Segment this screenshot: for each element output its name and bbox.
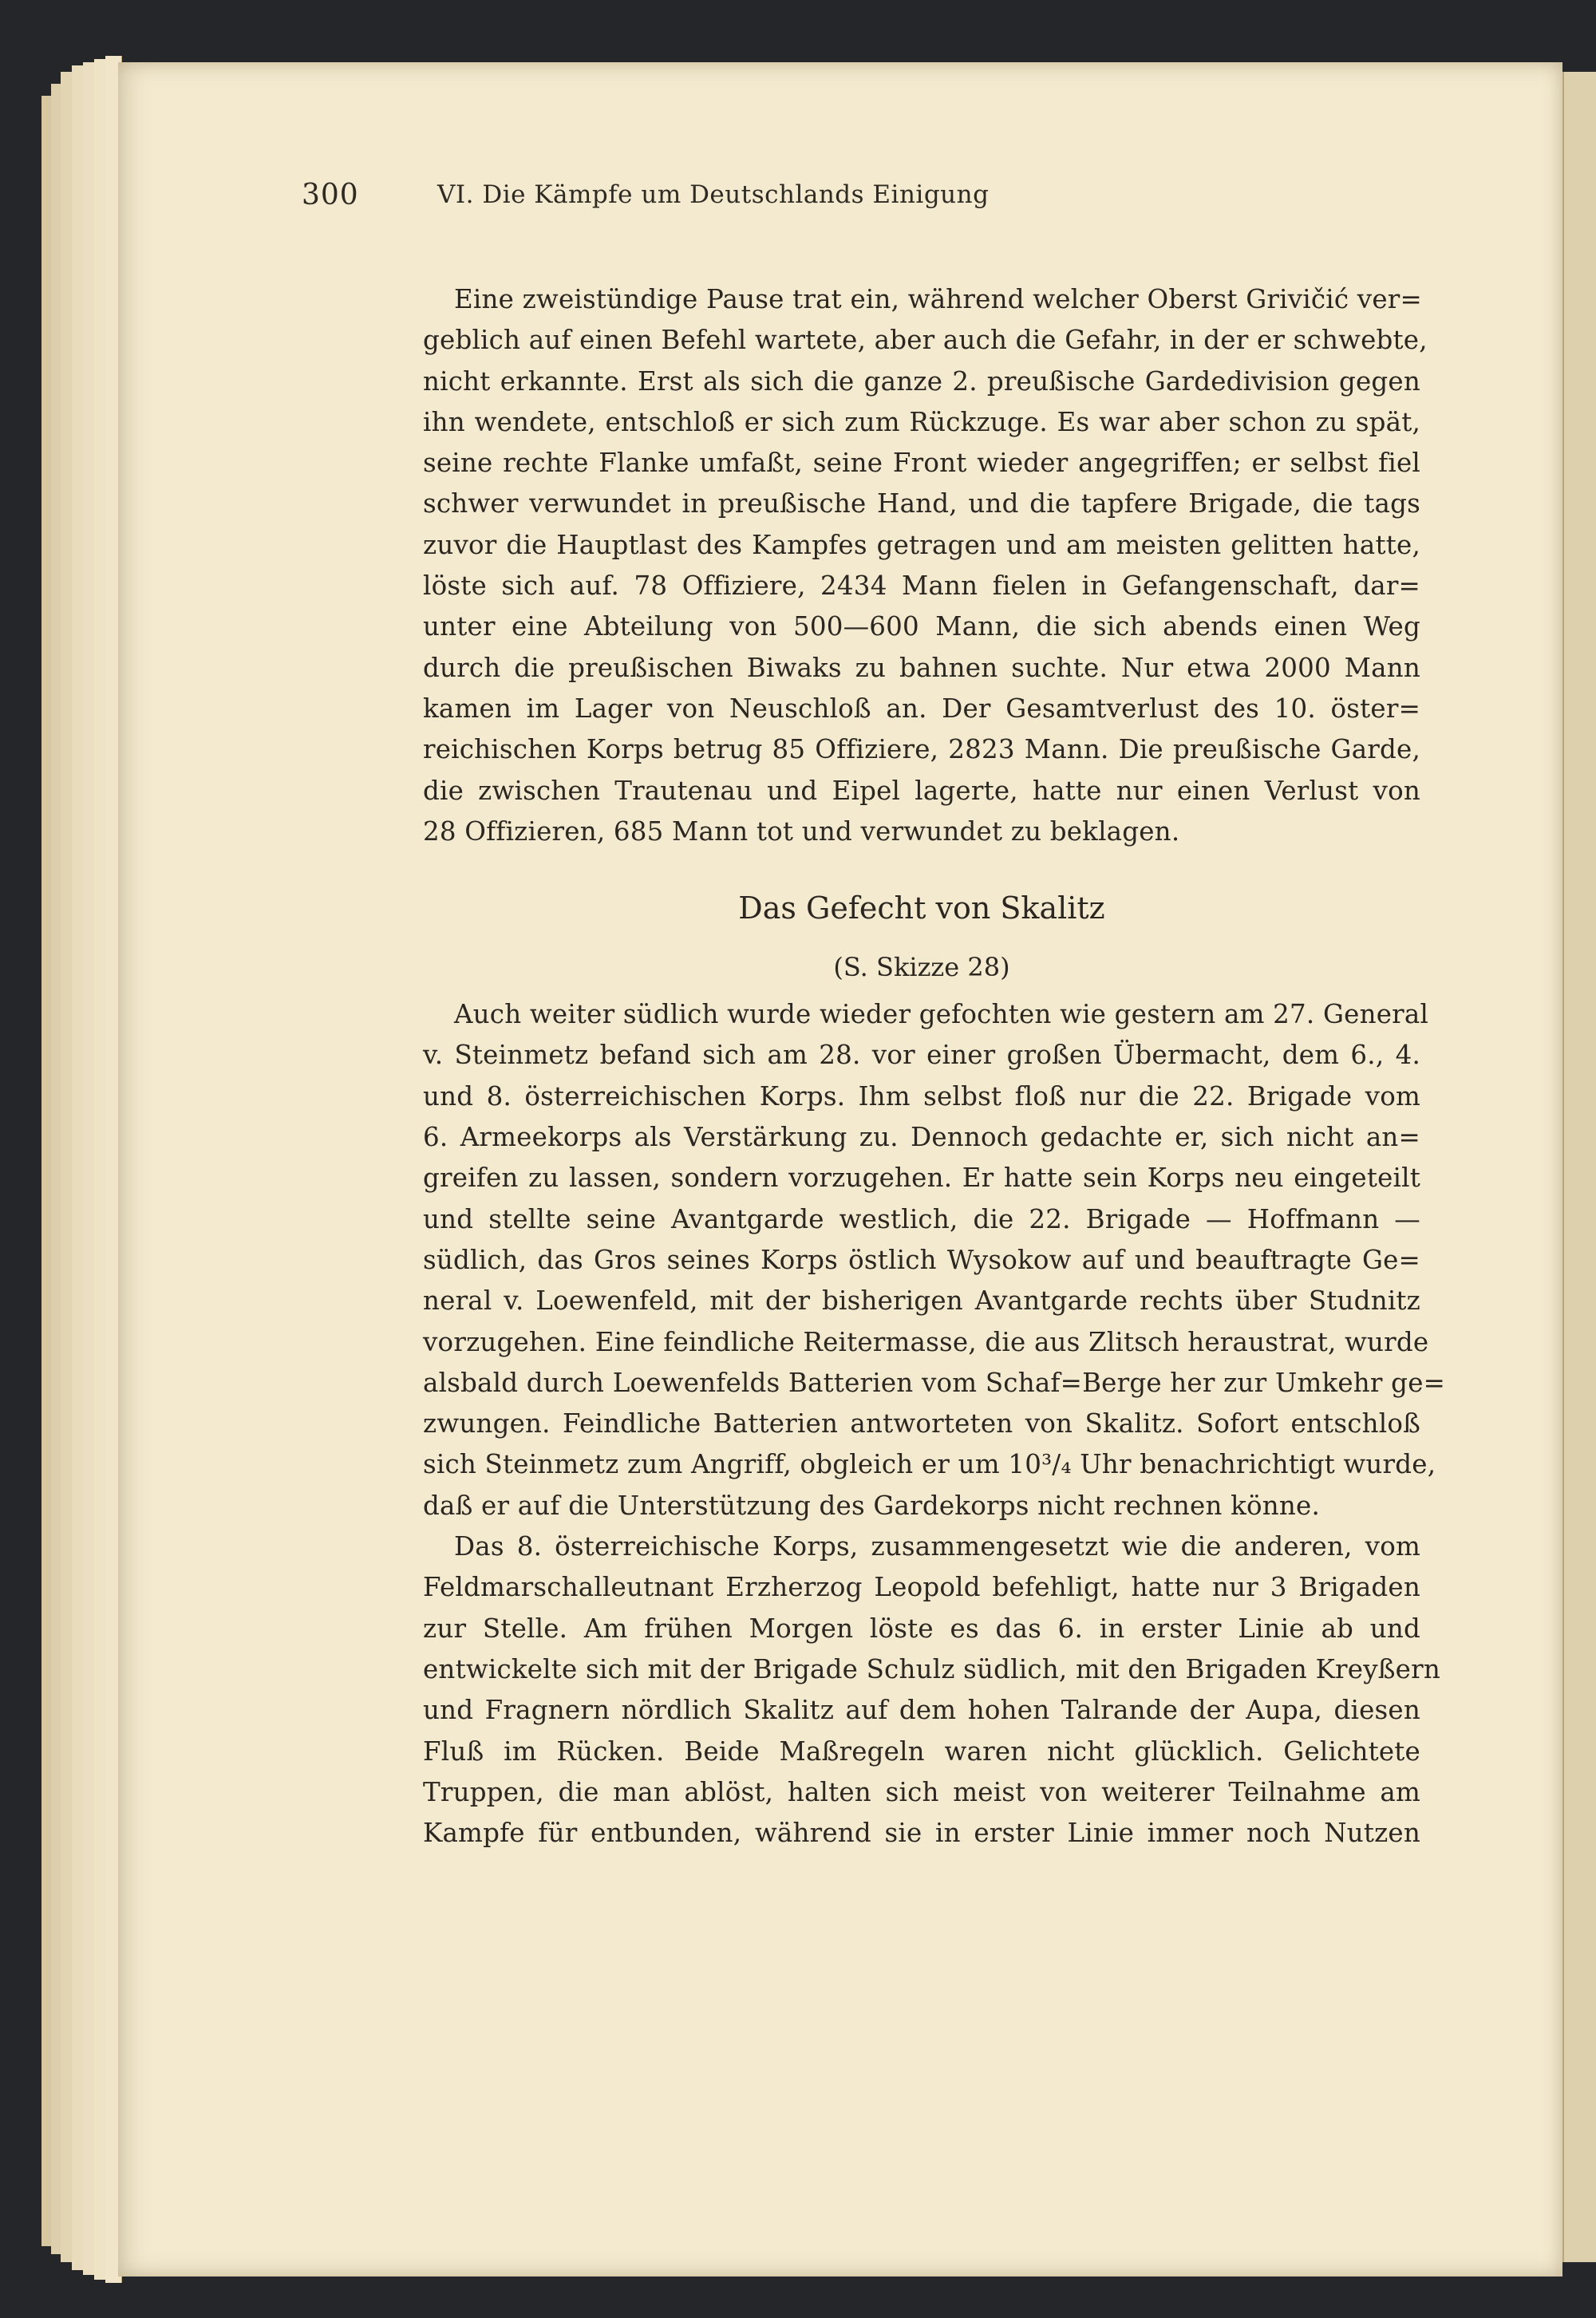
page-header: [302, 179, 1235, 227]
paragraph-2: [423, 994, 1446, 1526]
text-line: Feldmarschalleutnant Erzherzog Leopold befehligt, hatte nur 3 Brigaden: [423, 1572, 1420, 1603]
text-line: greifen zu lassen, sondern vorzugehen. Er hatte sein Korps neu eingeteilt: [423, 1163, 1420, 1194]
page-number: 300: [302, 179, 359, 211]
text-line: Das 8. österreichische Korps, zusammengesetzt wie die anderen, vom: [454, 1531, 1420, 1562]
text-line: Auch weiter südlich wurde wieder gefochten wie gestern am 27. General: [454, 999, 1429, 1030]
body-text: [423, 279, 1446, 1854]
text-line: seine rechte Flanke umfaßt, seine Front wieder angegriffen; er selbst fiel: [423, 448, 1420, 479]
text-line: entwickelte sich mit der Brigade Schulz südlich, mit den Brigaden Kreyßern: [423, 1653, 1440, 1684]
next-page-edge: [1562, 72, 1596, 2262]
text-line: geblich auf einen Befehl wartete, aber auch die Gefahr, in der er schwebte,: [423, 325, 1428, 356]
text-line: nicht erkannte. Erst als sich die ganze 2. preußische Gardedivision gegen: [423, 365, 1420, 397]
text-line: Fluß im Rücken. Beide Maßregeln waren nicht glücklich. Gelichtete: [423, 1736, 1420, 1767]
text-line: löste sich auf. 78 Offiziere, 2434 Mann fielen in Gefangenschaft, dar=: [423, 571, 1420, 602]
text-line: reichischen Korps betrug 85 Offiziere, 2823 Mann. Die preußische Garde,: [423, 734, 1420, 765]
text-line: und 8. österreichischen Korps. Ihm selbst floß nur die 22. Brigade vom: [423, 1080, 1420, 1112]
text-line: vorzugehen. Eine feindliche Reitermasse, die aus Zlitsch heraustrat, wurde: [423, 1326, 1429, 1357]
text-line: unter eine Abteilung von 500—600 Mann, die sich abends einen Weg: [423, 611, 1420, 642]
text-line: Kampfe für entbunden, während sie in erster Linie immer noch Nutzen: [423, 1818, 1420, 1849]
paragraph-3: [423, 1526, 1440, 1854]
text-line: und Fragnern nördlich Skalitz auf dem hohen Talrande der Aupa, diesen: [423, 1695, 1420, 1726]
text-line: 28 Offizieren, 685 Mann tot und verwundet zu beklagen.: [423, 815, 1180, 847]
text-line: kamen im Lager von Neuschloß an. Der Gesamtverlust des 10. öster=: [423, 693, 1420, 724]
text-line: südlich, das Gros seines Korps östlich Wysokow auf und beauftragte Ge=: [423, 1244, 1420, 1275]
text-line: zwungen. Feindliche Batterien antworteten von Skalitz. Sofort entschloß: [423, 1408, 1420, 1439]
text-line: schwer verwundet in preußische Hand, und die tapfere Brigade, die tags: [423, 488, 1420, 519]
running-head: VI. Die Kämpfe um Deutschlands Einigung: [437, 180, 990, 209]
text-line: alsbald durch Loewenfelds Batterien vom Schaf=Berge her zur Umkehr ge=: [423, 1367, 1446, 1398]
text-line: zur Stelle. Am frühen Morgen löste es das 6. in erster Linie ab und: [423, 1613, 1420, 1644]
text-line: neral v. Loewenfeld, mit der bisherigen Avantgarde rechts über Studnitz: [423, 1285, 1420, 1317]
text-line: v. Steinmetz befand sich am 28. vor einer großen Übermacht, dem 6., 4.: [423, 1040, 1420, 1071]
text-line: die zwischen Trautenau und Eipel lagerte, hatte nur einen Verlust von: [423, 775, 1420, 806]
text-line: durch die preußischen Biwaks zu bahnen suchte. Nur etwa 2000 Mann: [423, 652, 1420, 683]
text-line: sich Steinmetz zum Angriff, obgleich er um 10³/₄ Uhr benachrichtigt wurde,: [423, 1449, 1436, 1480]
section-heading: Das Gefecht von Skalitz: [738, 890, 1105, 926]
section-subheading: (S. Skizze 28): [833, 952, 1010, 983]
text-line: und stellte seine Avantgarde westlich, die 22. Brigade — Hoffmann —: [423, 1203, 1420, 1234]
text-line: Truppen, die man ablöst, halten sich meist von weiterer Teilnahme am: [423, 1776, 1420, 1807]
text-line: zuvor die Hauptlast des Kampfes getragen und am meisten gelitten hatte,: [423, 529, 1420, 560]
text-line: daß er auf die Unterstützung des Gardekorps nicht rechnen könne.: [423, 1490, 1320, 1521]
text-line: Eine zweistündige Pause trat ein, während welcher Oberst Grivičić ver=: [454, 284, 1422, 314]
text-line: 6. Armeekorps als Verstärkung zu. Dennoch gedachte er, sich nicht an=: [423, 1122, 1420, 1153]
text-line: ihn wendete, entschloß er sich zum Rückzuge. Es war aber schon zu spät,: [423, 406, 1420, 437]
paragraph-1: [423, 279, 1428, 852]
